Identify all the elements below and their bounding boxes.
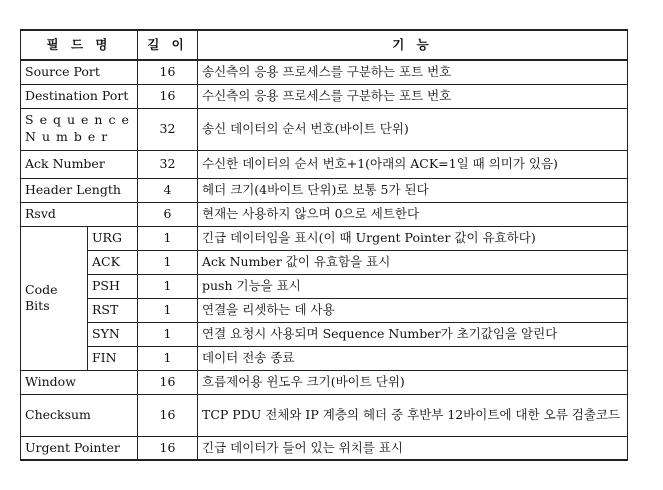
field-length: 1 xyxy=(138,298,198,322)
code-bits-label: Code Bits xyxy=(21,226,88,370)
table-row xyxy=(21,250,628,274)
field-name: Sequence Number xyxy=(21,108,138,150)
field-name: Source Port xyxy=(21,60,138,84)
field-description: 송신 데이터의 순서 번호(바이트 단위) xyxy=(198,108,628,150)
field-length: 1 xyxy=(138,226,198,250)
header-function: 기 능 xyxy=(198,30,628,60)
field-length: 32 xyxy=(138,150,198,178)
field-description: 헤더 크기(4바이트 단위)로 보통 5가 된다 xyxy=(198,178,628,202)
field-length: 1 xyxy=(138,274,198,298)
field-name: ACK xyxy=(88,250,138,274)
field-name: RST xyxy=(88,298,138,322)
field-description: 현재는 사용하지 않으며 0으로 세트한다 xyxy=(198,202,628,226)
field-length: 16 xyxy=(138,84,198,108)
field-description: 긴급 데이터임을 표시(이 때 Urgent Pointer 값이 유효하다) xyxy=(198,226,628,250)
field-name: Window xyxy=(21,370,138,394)
field-length: 16 xyxy=(138,60,198,84)
field-length: 1 xyxy=(138,322,198,346)
field-description: Ack Number 값이 유효함을 표시 xyxy=(198,250,628,274)
field-description: 흐름제어용 윈도우 크기(바이트 단위) xyxy=(198,370,628,394)
field-length: 6 xyxy=(138,202,198,226)
field-name: Destination Port xyxy=(21,84,138,108)
field-name: Ack Number xyxy=(21,150,138,178)
table-row xyxy=(21,108,628,150)
field-length: 16 xyxy=(138,394,198,436)
field-description: TCP PDU 전체와 IP 계층의 헤더 중 후반부 12바이트에 대한 오류 검출코드 xyxy=(198,394,628,436)
field-description: 긴급 데이터가 들어 있는 위치를 표시 xyxy=(198,436,628,460)
field-length: 1 xyxy=(138,346,198,370)
field-name: Rsvd xyxy=(21,202,138,226)
field-name: SYN xyxy=(88,322,138,346)
field-name: Checksum xyxy=(21,394,138,436)
table-row xyxy=(21,84,628,108)
field-length: 1 xyxy=(138,250,198,274)
table-row xyxy=(21,322,628,346)
field-description: 수신측의 응용 프로세스를 구분하는 포트 번호 xyxy=(198,84,628,108)
field-length: 16 xyxy=(138,370,198,394)
table-row xyxy=(21,346,628,370)
table-row xyxy=(21,60,628,84)
table-row xyxy=(21,436,628,460)
field-name: Urgent Pointer xyxy=(21,436,138,460)
field-name: PSH xyxy=(88,274,138,298)
table-header-row xyxy=(21,30,628,60)
field-length: 4 xyxy=(138,178,198,202)
table-row xyxy=(21,370,628,394)
field-description: push 기능을 표시 xyxy=(198,274,628,298)
field-name: URG xyxy=(88,226,138,250)
field-description: 데이터 전송 종료 xyxy=(198,346,628,370)
field-description: 연결 요청시 사용되며 Sequence Number가 초기값임을 알린다 xyxy=(198,322,628,346)
field-name: FIN xyxy=(88,346,138,370)
table-row xyxy=(21,150,628,178)
table-row xyxy=(21,226,628,250)
table-row xyxy=(21,202,628,226)
header-field-name: 필 드 명 xyxy=(21,30,138,60)
table-row xyxy=(21,298,628,322)
table-row xyxy=(21,394,628,436)
field-description: 수신한 데이터의 순서 번호+1(아래의 ACK=1일 때 의미가 있음) xyxy=(198,150,628,178)
field-length: 32 xyxy=(138,108,198,150)
field-name: Header Length xyxy=(21,178,138,202)
field-description: 연결을 리셋하는 데 사용 xyxy=(198,298,628,322)
field-description: 송신측의 응용 프로세스를 구분하는 포트 번호 xyxy=(198,60,628,84)
table-row xyxy=(21,178,628,202)
tcp-header-table xyxy=(20,29,628,461)
table-row xyxy=(21,274,628,298)
header-length: 길 이 xyxy=(138,30,198,60)
field-length: 16 xyxy=(138,436,198,460)
